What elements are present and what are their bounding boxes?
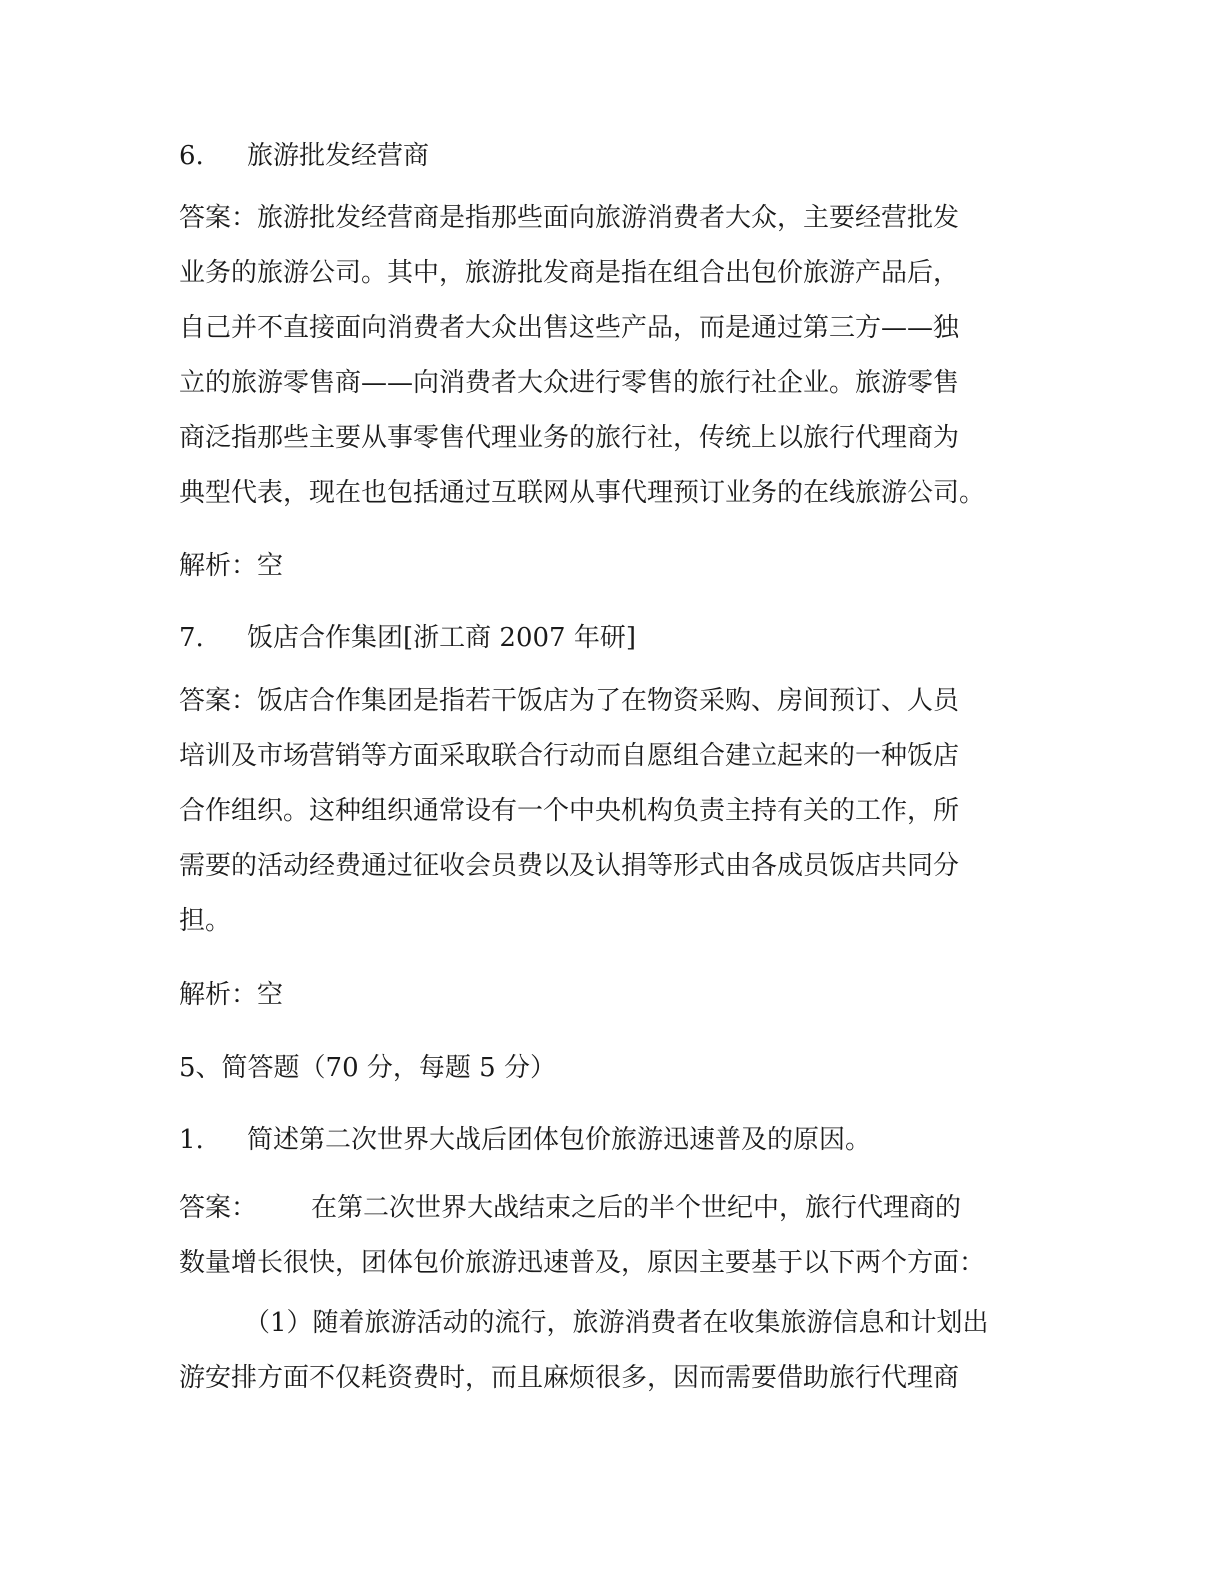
q6-number: 6. <box>179 141 204 171</box>
q7-answer-line: 需要的活动经费通过征收会员费以及认捐等形式由各成员饭店共同分 <box>179 851 960 881</box>
q7-number: 7. <box>179 623 204 653</box>
q6-analysis: 解析：空 <box>179 551 284 581</box>
q6-answer-line: 商泛指那些主要从事零售代理业务的旅行社，传统上以旅行代理商为 <box>179 423 960 453</box>
q1-number: 1. <box>179 1125 204 1155</box>
q1-answer-line <box>179 1190 961 1226</box>
q1-title: 简述第二次世界大战后团体包价旅游迅速普及的原因。 <box>247 1125 872 1155</box>
q6-answer-line: 业务的旅游公司。其中，旅游批发商是指在组合出包价旅游产品后， <box>179 258 960 288</box>
q1-answer-text: 在第二次世界大战结束之后的半个世纪中，旅行代理商的 <box>311 1193 962 1223</box>
q7-answer-line: 合作组织。这种组织通常设有一个中央机构负责主持有关的工作，所 <box>179 796 960 826</box>
q6-answer-line: 立的旅游零售商——向消费者大众进行零售的旅行社企业。旅游零售 <box>179 368 960 398</box>
section-heading: 5、简答题（70 分，每题 5 分） <box>179 1053 556 1083</box>
q1-heading <box>179 1122 871 1158</box>
q7-analysis: 解析：空 <box>179 980 284 1010</box>
q6-heading <box>179 138 429 174</box>
q7-heading <box>179 620 636 656</box>
q6-answer-line: 典型代表，现在也包括通过互联网从事代理预订业务的在线旅游公司。 <box>179 478 986 508</box>
q1-answer-line: （1）随着旅游活动的流行，旅游消费者在收集旅游信息和计划出 <box>244 1308 989 1338</box>
q7-answer-line: 担。 <box>179 906 232 936</box>
q6-answer-line: 自己并不直接面向消费者大众出售这些产品，而是通过第三方——独 <box>179 313 960 343</box>
q6-title: 旅游批发经营商 <box>247 141 430 171</box>
q1-answer-label: 答案： <box>179 1193 258 1223</box>
q1-answer-line: 数量增长很快，团体包价旅游迅速普及，原因主要基于以下两个方面： <box>179 1248 986 1278</box>
q7-answer-line: 培训及市场营销等方面采取联合行动而自愿组合建立起来的一种饭店 <box>179 741 960 771</box>
q1-answer-line: 游安排方面不仅耗资费时，而且麻烦很多，因而需要借助旅行代理商 <box>179 1363 960 1393</box>
q7-title: 饭店合作集团[浙工商 2007 年研] <box>247 623 636 653</box>
q7-answer-line: 答案：饭店合作集团是指若干饭店为了在物资采购、房间预订、人员 <box>179 686 960 716</box>
q6-answer-line: 答案：旅游批发经营商是指那些面向旅游消费者大众，主要经营批发 <box>179 203 960 233</box>
